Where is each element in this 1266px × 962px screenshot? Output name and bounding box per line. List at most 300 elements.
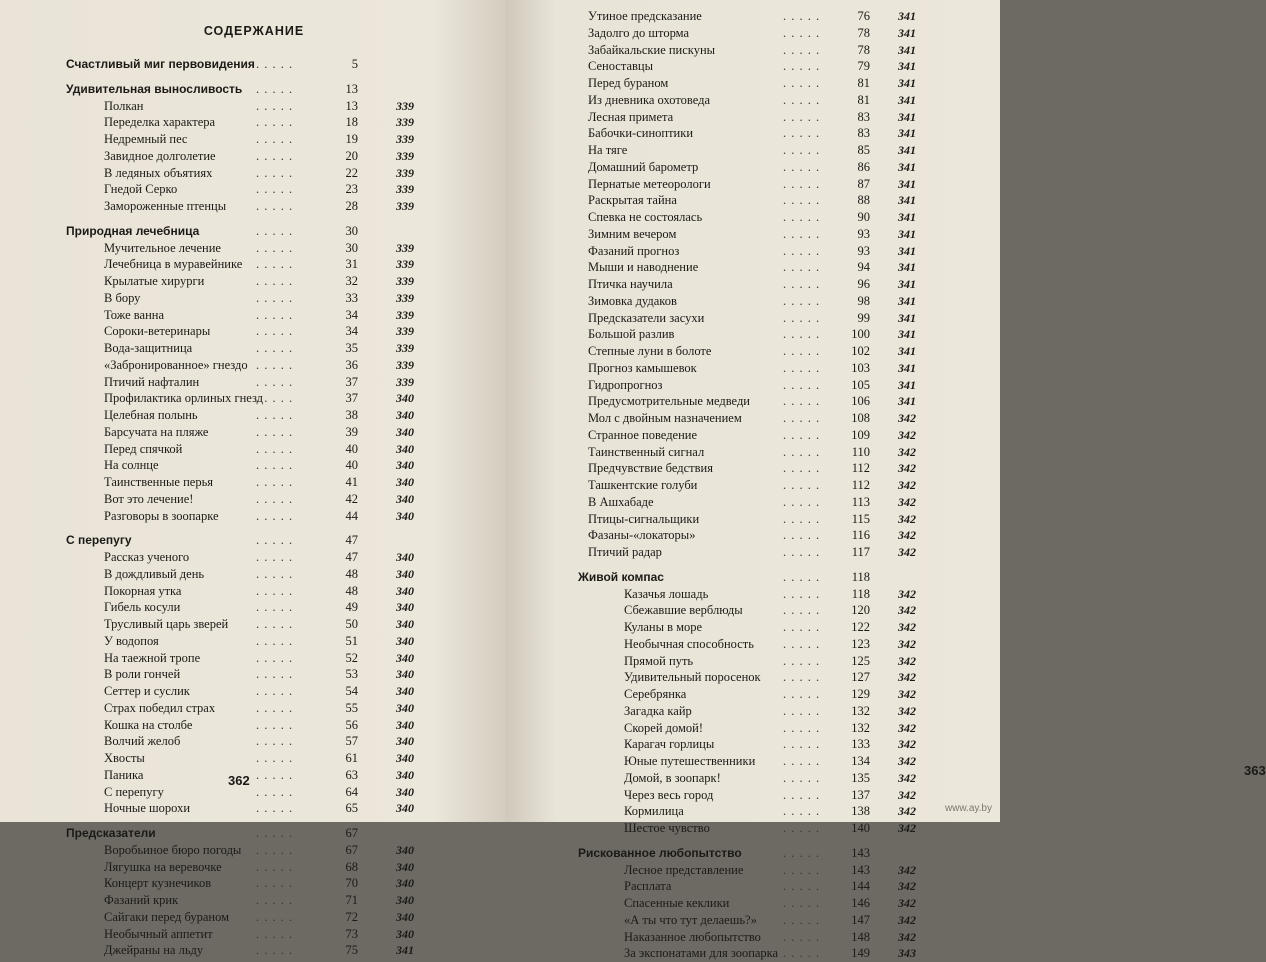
- entry-title: Ташкентские голуби: [588, 478, 698, 492]
- entry-page: 120: [851, 603, 870, 618]
- page-title: СОДЕРЖАНИЕ: [203, 24, 305, 38]
- leader-dots: . . . . .: [256, 324, 294, 339]
- leader-dots: . . . . .: [256, 826, 294, 840]
- entry-page: 41: [345, 475, 358, 489]
- entry-note-page: 340: [396, 842, 414, 857]
- entry-page: 50: [345, 617, 358, 631]
- entry-page: 93: [857, 226, 870, 241]
- entry-note-page: 339: [396, 324, 414, 339]
- toc-entry: [66, 424, 426, 441]
- leader-dots: . . . . .: [783, 620, 821, 634]
- entry-page: 144: [851, 879, 870, 894]
- leader-dots: . . . . .: [256, 240, 294, 255]
- toc-entry: [66, 131, 426, 148]
- entry-page: 83: [857, 109, 870, 124]
- toc-entry: [66, 148, 426, 165]
- toc-entry: [66, 633, 426, 650]
- entry-title: Спевка не состоялась: [588, 210, 703, 224]
- entry-note-page: 342: [898, 545, 916, 559]
- leader-dots: . . . . .: [256, 290, 294, 305]
- entry-page: 127: [851, 670, 870, 685]
- entry-title: Перед бураном: [588, 76, 669, 90]
- leader-dots: . . . . .: [256, 274, 294, 288]
- toc-entry: [66, 357, 426, 374]
- entry-page: 94: [857, 260, 870, 275]
- leader-dots: . . . . .: [783, 586, 821, 601]
- entry-page: 40: [345, 441, 358, 456]
- entry-title: Рассказ ученого: [104, 550, 190, 564]
- toc-entry: [578, 912, 958, 929]
- entry-page: 49: [345, 600, 358, 615]
- leader-dots: . . . . .: [783, 9, 821, 23]
- entry-page: 132: [851, 703, 870, 718]
- entry-title: Природная лечебница: [66, 223, 200, 238]
- entry-title: Вода-защитница: [104, 341, 193, 355]
- leader-dots: . . . . .: [256, 566, 294, 581]
- entry-page: 98: [857, 293, 870, 308]
- leader-dots: . . . . .: [783, 427, 821, 442]
- entry-note-page: 341: [898, 260, 916, 275]
- entry-page: 53: [345, 667, 358, 682]
- entry-note-page: 339: [396, 341, 414, 355]
- section-gap: [578, 837, 958, 845]
- entry-title: Целебная полынь: [104, 408, 198, 422]
- entry-note-page: 340: [396, 583, 414, 598]
- toc-entry: [578, 125, 958, 142]
- entry-title: Таинственные перья: [104, 475, 214, 489]
- entry-title: Перед спячкой: [104, 441, 183, 456]
- toc-entry: [578, 393, 958, 410]
- leader-dots: . . . . .: [256, 391, 294, 406]
- entry-title: «А ты что тут делаешь?»: [624, 912, 757, 927]
- toc-section: [66, 532, 426, 549]
- entry-note-page: 341: [898, 109, 916, 124]
- entry-title: Сбежавшие верблюды: [624, 603, 743, 618]
- entry-page: 56: [345, 717, 358, 732]
- toc-entry: [578, 410, 958, 427]
- entry-title: За экспонатами для зоопарка: [624, 946, 779, 961]
- leader-dots: . . . . .: [256, 617, 294, 631]
- entry-page: 79: [857, 59, 870, 74]
- section-gap: [66, 73, 426, 81]
- entry-page: 81: [857, 92, 870, 107]
- entry-title: Гнедой Серко: [104, 182, 178, 197]
- entry-title: Птичка научила: [588, 277, 673, 291]
- entry-page: 70: [345, 876, 358, 891]
- entry-note-page: 339: [396, 374, 414, 389]
- toc-entry: [578, 803, 958, 820]
- toc-entry: [66, 390, 426, 407]
- entry-page: 99: [857, 310, 870, 325]
- leader-dots: . . . . .: [256, 650, 294, 665]
- leader-dots: . . . . .: [256, 357, 294, 372]
- entry-page: 55: [345, 700, 358, 715]
- leader-dots: . . . . .: [783, 528, 821, 543]
- entry-note-page: 340: [396, 859, 414, 874]
- entry-page: 37: [345, 391, 358, 406]
- toc-entry: [578, 343, 958, 360]
- entry-note-page: 340: [396, 909, 414, 924]
- toc-entry: [66, 875, 426, 892]
- entry-page: 118: [851, 586, 870, 601]
- toc-entry: [578, 243, 958, 260]
- entry-title: Ночные шорохи: [104, 801, 191, 816]
- leader-dots: . . . . .: [783, 687, 821, 701]
- toc-entry: [66, 323, 426, 340]
- entry-note-page: 342: [898, 754, 916, 768]
- entry-page: 105: [851, 377, 870, 392]
- entry-note-page: 339: [396, 182, 414, 197]
- entry-note-page: 342: [898, 821, 916, 835]
- entry-note-page: 342: [898, 896, 916, 910]
- entry-note-page: 343: [898, 946, 916, 961]
- entry-page: 64: [345, 784, 358, 799]
- entry-title: Лесное представление: [624, 862, 744, 877]
- toc-entry: [578, 192, 958, 209]
- entry-note-page: 340: [396, 650, 414, 665]
- entry-note-page: 341: [898, 176, 916, 191]
- toc-left-column: [66, 56, 426, 959]
- toc-entry: [578, 75, 958, 92]
- entry-title: Птичий нафталин: [104, 374, 200, 389]
- toc-right-column: [578, 8, 958, 962]
- entry-title: Удивительный поросенок: [624, 670, 761, 685]
- entry-page: 73: [345, 926, 358, 941]
- toc-entry: [578, 586, 958, 603]
- entry-page: 115: [851, 511, 870, 526]
- entry-title: Паника: [104, 767, 144, 782]
- toc-entry: [578, 895, 958, 912]
- entry-note-page: 339: [396, 98, 414, 113]
- leader-dots: . . . . .: [783, 159, 821, 174]
- toc-entry: [66, 859, 426, 876]
- entry-title: Покорная утка: [104, 583, 182, 598]
- leader-dots: . . . . .: [783, 277, 821, 291]
- leader-dots: . . . . .: [256, 600, 294, 615]
- entry-note-page: 342: [898, 670, 916, 685]
- entry-title: Таинственный сигнал: [588, 444, 705, 459]
- leader-dots: . . . . .: [783, 243, 821, 258]
- leader-dots: . . . . .: [256, 307, 294, 322]
- entry-title: Раскрытая тайна: [588, 193, 677, 208]
- entry-page: 86: [857, 159, 870, 174]
- entry-title: Концерт кузнечиков: [104, 876, 212, 891]
- entry-page: 37: [345, 374, 358, 389]
- entry-note-page: 341: [898, 243, 916, 258]
- toc-entry: [578, 703, 958, 720]
- entry-note-page: 340: [396, 734, 414, 749]
- entry-title: Предсказатели засухи: [588, 310, 705, 325]
- toc-entry: [66, 909, 426, 926]
- entry-title: Казачья лошадь: [624, 586, 709, 601]
- entry-title: Счастливый миг первовидения: [66, 57, 255, 71]
- entry-title: Тоже ванна: [104, 307, 164, 322]
- entry-note-page: 342: [898, 478, 916, 492]
- entry-title: Скорей домой!: [624, 720, 704, 735]
- entry-note-page: 342: [898, 494, 916, 509]
- entry-note-page: 340: [396, 424, 414, 439]
- leader-dots: . . . . .: [256, 223, 294, 238]
- entry-note-page: 341: [898, 42, 916, 57]
- toc-entry: [66, 256, 426, 273]
- entry-page: 117: [851, 545, 870, 559]
- leader-dots: . . . . .: [783, 929, 821, 944]
- toc-entry: [578, 209, 958, 226]
- section-gap: [66, 524, 426, 532]
- entry-note-page: 339: [396, 199, 414, 213]
- entry-note-page: 340: [396, 441, 414, 456]
- toc-entry: [66, 892, 426, 909]
- leader-dots: . . . . .: [783, 478, 821, 492]
- entry-title: Наказанное любопытство: [624, 929, 761, 944]
- entry-title: Мучительное лечение: [104, 240, 221, 255]
- entry-note-page: 342: [898, 687, 916, 701]
- leader-dots: . . . . .: [783, 344, 821, 358]
- toc-entry: [578, 477, 958, 494]
- toc-entry: [578, 653, 958, 670]
- entry-page: 30: [345, 240, 358, 255]
- entry-title: Полкан: [104, 98, 144, 113]
- entry-note-page: 340: [396, 767, 414, 782]
- leader-dots: . . . . .: [256, 583, 294, 598]
- entry-note-page: 342: [898, 703, 916, 718]
- entry-note-page: 341: [898, 327, 916, 342]
- entry-page: 22: [345, 165, 358, 180]
- entry-page: 78: [857, 42, 870, 57]
- entry-title: Сороки-ветеринары: [104, 324, 211, 339]
- toc-entry: [578, 259, 958, 276]
- entry-note-page: 341: [898, 59, 916, 74]
- entry-note-page: 340: [396, 391, 414, 406]
- entry-title: Завидное долголетие: [104, 148, 216, 163]
- entry-note-page: 342: [898, 862, 916, 877]
- toc-entry: [66, 566, 426, 583]
- entry-title: Барсучата на пляже: [104, 424, 209, 439]
- leader-dots: . . . . .: [783, 92, 821, 107]
- leader-dots: . . . . .: [783, 210, 821, 224]
- toc-entry: [66, 942, 426, 959]
- entry-page: 38: [345, 408, 358, 422]
- toc-entry: [66, 457, 426, 474]
- entry-title: На тяге: [588, 143, 628, 157]
- entry-page: 113: [851, 494, 870, 509]
- entry-title: Домой, в зоопарк!: [624, 770, 721, 785]
- entry-note-page: 340: [396, 700, 414, 715]
- entry-note-page: 340: [396, 801, 414, 816]
- entry-note-page: 342: [898, 444, 916, 459]
- leader-dots: . . . . .: [256, 751, 294, 765]
- entry-page: 31: [345, 257, 358, 272]
- entry-page: 87: [857, 176, 870, 191]
- toc-entry: [66, 717, 426, 734]
- entry-page: 149: [851, 946, 870, 961]
- entry-note-page: 342: [898, 787, 916, 802]
- leader-dots: . . . . .: [783, 770, 821, 785]
- entry-page: 118: [851, 569, 870, 584]
- toc-section: [66, 56, 426, 73]
- leader-dots: . . . . .: [256, 842, 294, 857]
- entry-page: 103: [851, 360, 870, 375]
- entry-page: 54: [345, 684, 358, 698]
- entry-note-page: 341: [898, 193, 916, 208]
- section-gap: [578, 561, 958, 569]
- entry-page: 48: [345, 583, 358, 598]
- entry-page: 129: [851, 687, 870, 701]
- entry-page: 30: [345, 223, 358, 238]
- leader-dots: . . . . .: [256, 408, 294, 422]
- entry-page: 112: [851, 478, 870, 492]
- entry-page: 13: [345, 98, 358, 113]
- entry-title: Домашний барометр: [588, 159, 699, 174]
- entry-page: 63: [345, 767, 358, 782]
- entry-title: Прогноз камышевок: [588, 360, 697, 375]
- entry-note-page: 340: [396, 717, 414, 732]
- entry-note-page: 341: [898, 310, 916, 325]
- toc-entry: [578, 310, 958, 327]
- leader-dots: . . . . .: [783, 720, 821, 735]
- entry-note-page: 339: [396, 357, 414, 372]
- toc-entry: [66, 650, 426, 667]
- entry-note-page: 341: [898, 394, 916, 409]
- leader-dots: . . . . .: [256, 441, 294, 456]
- entry-note-page: 339: [396, 165, 414, 180]
- entry-title: С перепугу: [66, 533, 132, 548]
- toc-entry: [578, 602, 958, 619]
- entry-title: Прямой путь: [624, 653, 694, 668]
- entry-page: 48: [345, 566, 358, 581]
- entry-note-page: 341: [898, 25, 916, 40]
- leader-dots: . . . . .: [783, 821, 821, 835]
- toc-entry: [66, 666, 426, 683]
- leader-dots: . . . . .: [783, 636, 821, 651]
- entry-note-page: 341: [898, 76, 916, 90]
- leader-dots: . . . . .: [256, 684, 294, 698]
- toc-section: [578, 569, 958, 586]
- entry-page: 116: [851, 528, 870, 543]
- entry-title: В дождливый день: [104, 566, 205, 581]
- entry-title: Рискованное любопытство: [578, 845, 742, 860]
- entry-title: Расплата: [624, 879, 672, 894]
- entry-note-page: 342: [898, 653, 916, 668]
- leader-dots: . . . . .: [256, 667, 294, 682]
- toc-entry: [578, 444, 958, 461]
- leader-dots: . . . . .: [783, 912, 821, 927]
- entry-title: В ледяных объятиях: [104, 165, 213, 180]
- entry-page: 138: [851, 804, 870, 819]
- entry-page: 78: [857, 25, 870, 40]
- entry-title: Задолго до шторма: [588, 25, 690, 40]
- toc-entry: [578, 58, 958, 75]
- leader-dots: . . . . .: [783, 25, 821, 40]
- toc-entry: [578, 460, 958, 477]
- entry-title: Из дневника охотоведа: [588, 92, 710, 107]
- leader-dots: . . . . .: [256, 257, 294, 272]
- entry-note-page: 340: [396, 566, 414, 581]
- leader-dots: . . . . .: [783, 327, 821, 342]
- entry-title: Предусмотрительные медведи: [588, 394, 750, 409]
- entry-page: 65: [345, 801, 358, 816]
- leader-dots: . . . . .: [256, 893, 294, 907]
- entry-title: Забайкальские пискуны: [588, 42, 716, 57]
- toc-entry: [66, 474, 426, 491]
- entry-title: Предсказатели: [66, 826, 156, 840]
- toc-entry: [66, 800, 426, 817]
- entry-page: 123: [851, 636, 870, 651]
- toc-entry: [578, 753, 958, 770]
- entry-title: Переделка характера: [104, 115, 216, 130]
- entry-title: Фазаний прогноз: [588, 243, 680, 258]
- toc-entry: [66, 273, 426, 290]
- leader-dots: . . . . .: [256, 458, 294, 473]
- page-number-left: 362: [228, 773, 250, 788]
- toc-entry: [578, 686, 958, 703]
- entry-title: Степные луни в болоте: [588, 344, 712, 358]
- toc-section: [66, 223, 426, 240]
- entry-title: Сеттер и суслик: [104, 684, 190, 698]
- leader-dots: . . . . .: [256, 550, 294, 564]
- entry-title: Фазаны-«локаторы»: [588, 528, 696, 543]
- entry-note-page: 342: [898, 770, 916, 785]
- toc-entry: [66, 340, 426, 357]
- entry-page: 39: [345, 424, 358, 439]
- entry-title: Разговоры в зоопарке: [104, 508, 219, 523]
- entry-title: Недремный пес: [104, 132, 188, 146]
- entry-title: Вот это лечение!: [104, 491, 194, 506]
- entry-page: 68: [345, 859, 358, 874]
- entry-note-page: 342: [898, 411, 916, 425]
- entry-page: 19: [345, 132, 358, 146]
- entry-page: 52: [345, 650, 358, 665]
- leader-dots: . . . . .: [256, 374, 294, 389]
- entry-title: Шестое чувство: [624, 821, 710, 835]
- leader-dots: . . . . .: [256, 734, 294, 749]
- entry-note-page: 341: [396, 943, 414, 958]
- toc-entry: [578, 42, 958, 59]
- entry-note-page: 342: [898, 636, 916, 651]
- entry-page: 106: [851, 394, 870, 409]
- toc-entry: [66, 198, 426, 215]
- entry-page: 20: [345, 148, 358, 163]
- leader-dots: . . . . .: [256, 98, 294, 113]
- entry-note-page: 341: [898, 226, 916, 241]
- toc-entry: [66, 583, 426, 600]
- leader-dots: . . . . .: [783, 444, 821, 459]
- leader-dots: . . . . .: [783, 879, 821, 894]
- entry-page: 44: [345, 508, 358, 523]
- toc-entry: [66, 374, 426, 391]
- leader-dots: . . . . .: [783, 226, 821, 241]
- entry-page: 57: [345, 734, 358, 749]
- entry-page: 143: [851, 862, 870, 877]
- toc-entry: [66, 240, 426, 257]
- toc-entry: [66, 700, 426, 717]
- leader-dots: . . . . .: [256, 341, 294, 355]
- entry-title: С перепугу: [104, 784, 164, 799]
- entry-page: 88: [857, 193, 870, 208]
- entry-note-page: 341: [898, 126, 916, 141]
- leader-dots: . . . . .: [256, 700, 294, 715]
- entry-title: Удивительная выносливость: [66, 81, 243, 96]
- leader-dots: . . . . .: [256, 801, 294, 816]
- entry-note-page: 341: [898, 92, 916, 107]
- toc-entry: [66, 616, 426, 633]
- entry-note-page: 340: [396, 893, 414, 907]
- entry-title: Страх победил страх: [104, 700, 216, 715]
- entry-page: 67: [345, 842, 358, 857]
- leader-dots: . . . . .: [783, 411, 821, 425]
- entry-page: 72: [345, 909, 358, 924]
- leader-dots: . . . . .: [256, 148, 294, 163]
